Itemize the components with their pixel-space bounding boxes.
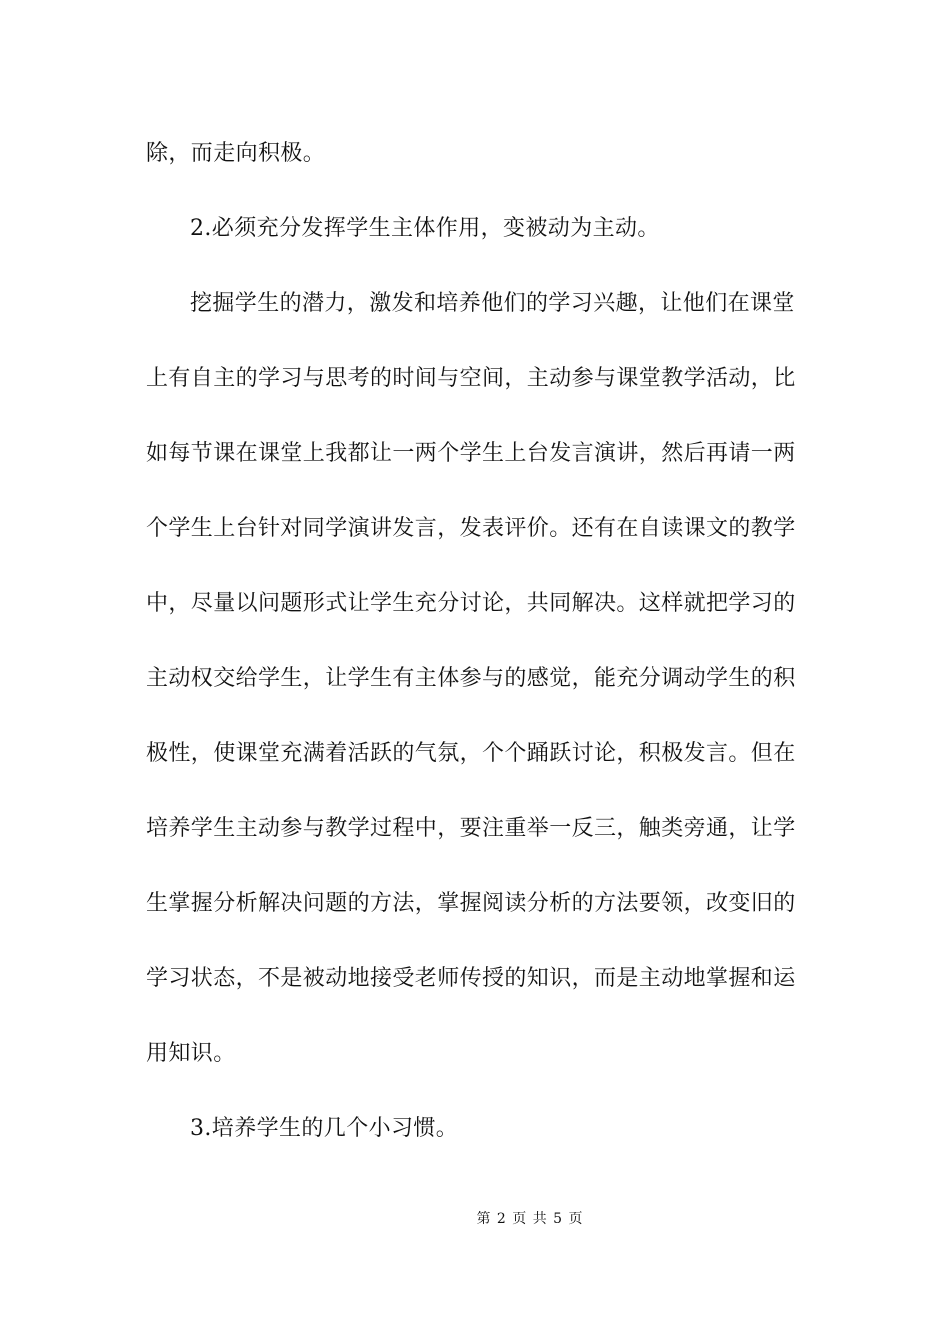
text-line: 如每节课在课堂上我都让一两个学生上台发言演讲，然后再请一两 [146,441,796,466]
text-line: 上有自主的学习与思考的时间与空间，主动参与课堂教学活动，比 [146,366,796,391]
text-line: 用知识。 [146,1041,236,1066]
text-line: 挖掘学生的潜力，激发和培养他们的学习兴趣，让他们在课堂 [190,291,795,316]
text-line: 生掌握分析解决问题的方法，掌握阅读分析的方法要领，改变旧的 [146,891,796,916]
page-number-footer: 第 2 页 共 5 页 [476,1211,584,1227]
text-line: 中，尽量以问题形式让学生充分讨论，共同解决。这样就把学习的 [146,591,796,616]
text-line: 学习状态，不是被动地接受老师传授的知识，而是主动地掌握和运 [146,966,796,991]
text-line: 主动权交给学生，让学生有主体参与的感觉，能充分调动学生的积 [146,666,796,691]
section-heading: 2.必须充分发挥学生主体作用，变被动为主动。 [190,216,660,241]
text-line: 培养学生主动参与教学过程中，要注重举一反三，触类旁通，让学 [146,816,796,841]
text-line: 极性，使课堂充满着活跃的气氛，个个踊跃讨论，积极发言。但在 [146,741,796,766]
text-line: 个学生上台针对同学演讲发言，发表评价。还有在自读课文的教学 [146,516,796,541]
text-line: 除，而走向积极。 [146,141,326,166]
section-heading: 3.培养学生的几个小习惯。 [190,1116,459,1141]
